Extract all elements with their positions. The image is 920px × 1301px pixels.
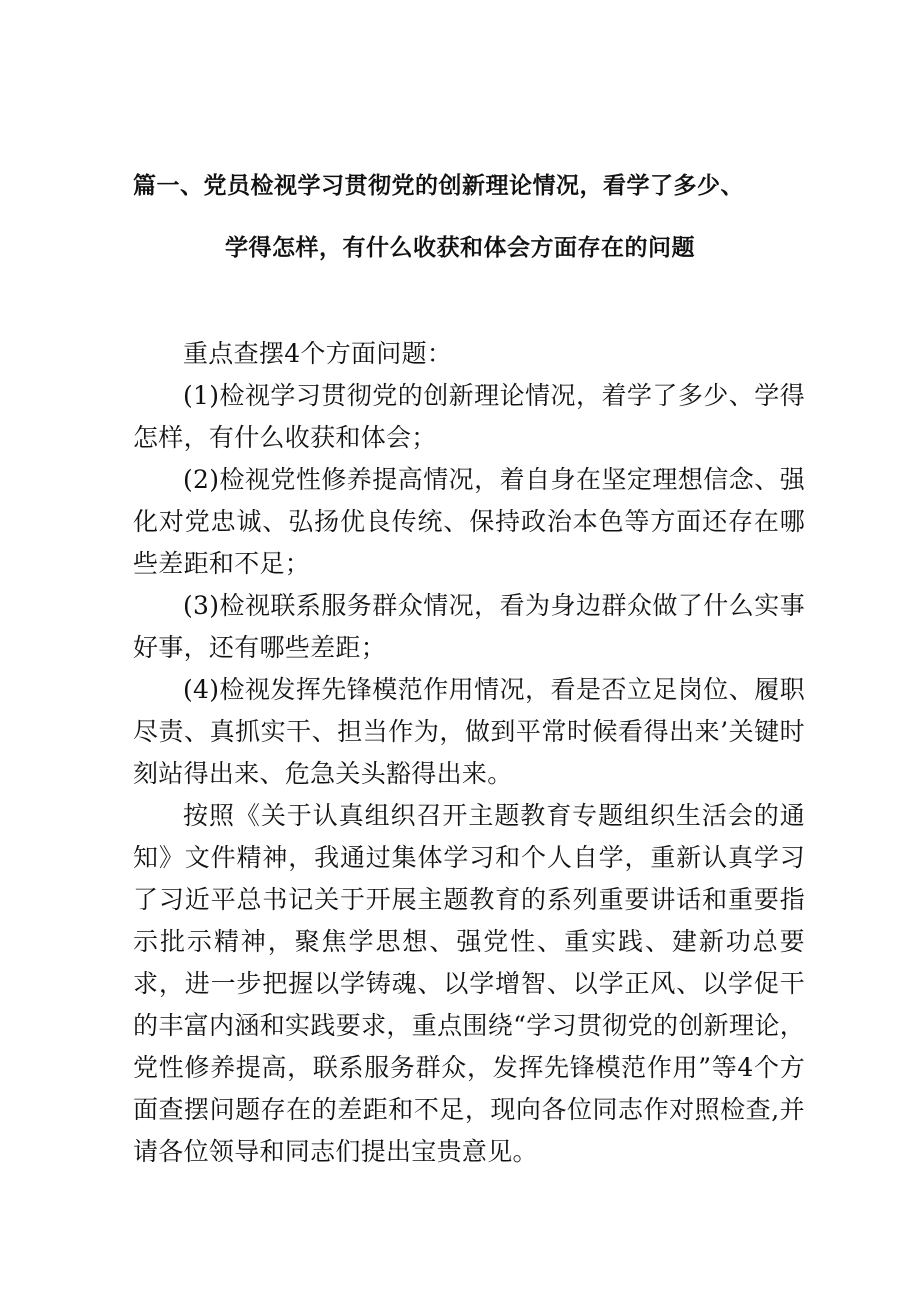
paragraph-item-1: (1)检视学习贯彻党的创新理论情况，着学了多少、学得怎样，有什么收获和体会；: [133, 381, 805, 452]
document-title-line-1: 篇一、党员检视学习贯彻党的创新理论情况，看学了多少、: [133, 172, 744, 199]
paragraph-item-4: (4)检视发挥先锋模范作用情况，看是否立足岗位、履职尽责、真抓实干、担当作为，做到平常时候看得出来’关键时刻站得出来、危急关头豁得出来。: [133, 675, 805, 788]
paragraph-main: 按照《关于认真组织召开主题教育专题组织生活会的通知》文件精神，我通过集体学习和个人自学，重新认真学习了习近平总书记关于开展主题教育的系列重要讲话和重要指示批示精神，聚焦学思想、强党性、重实践、建新功总要求，进一步把握以学铸魂、以学增智、以学正风、以学促干的丰富内涵和实践要求，重点围绕“学习贯彻党的创新理论，党性修养提高，联系服务群众，发挥先锋模范作用”等4个方面查摆问题存在的差距和不足，现向各位同志作对照检查,并请各位领导和同志们提出宝贵意见。: [133, 801, 805, 1166]
paragraph-intro: 重点查摆4个方面问题：: [183, 339, 453, 368]
paragraph-item-3: (3)检视联系服务群众情况，看为身边群众做了什么实事好事，还有哪些差距；: [133, 591, 805, 662]
document-body: [133, 333, 805, 1173]
paragraph-item-2: (2)检视党性修养提高情况，着自身在坚定理想信念、强化对党忠诚、弘扬优良传统、保持政治本色等方面还存在哪些差距和不足；: [133, 465, 805, 578]
document-title-line-2: 学得怎样，有什么收获和体会方面存在的问题: [225, 234, 695, 261]
